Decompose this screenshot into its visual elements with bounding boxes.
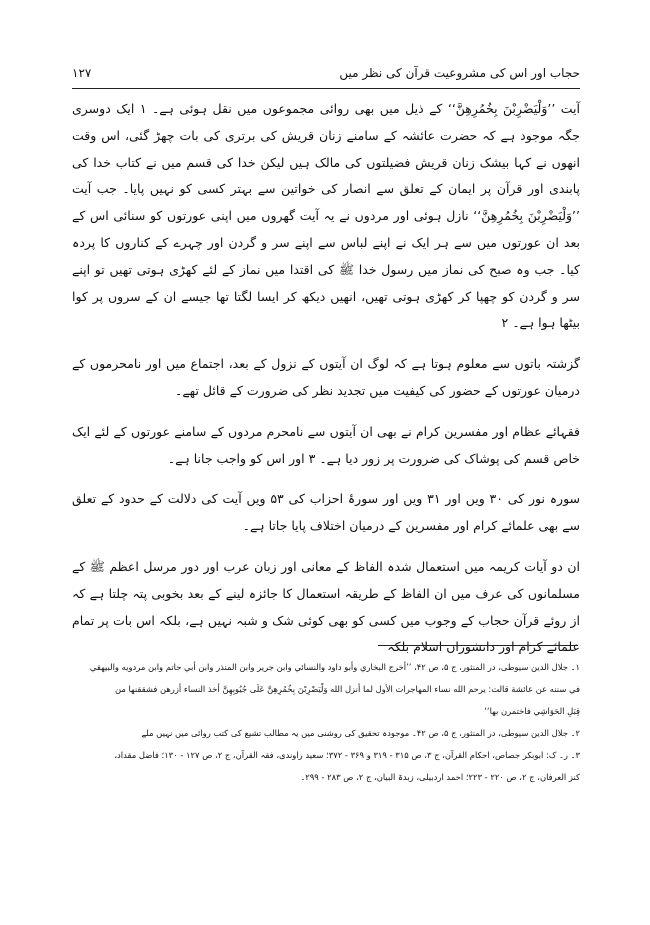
running-header [72,62,580,84]
footnote-line: ۳۔ ر۔ ک: ابوبکر جصاص، احکام القرآن، ج ۳، ص ۳۱۵ - ۳۱۹ و ۳۶۹ - ۳۷۲؛ سعید راوندی، فقہ القرآن، ج ۲، ص ۱۲۷ - ۱۳۰؛ فاضل مقداد، [114,750,580,760]
footnote-line: قِبَلِ الحَوَاشِي فاختمرن بها‘‘ [484,706,580,716]
footnote-line: في سننه عن عائشة قالت: يرحم الله نساء المهاجرات الأول لما أنزل الله وَلْيَضْرِبْنَ بِخُمُرِهِنَّ عَلَى جُيُوبِهِنَّ أخذ النساء أزرهن فشققنها من [114,684,580,694]
footnote-line: ۱۔ جلال الدین سیوطی، در المنثور، ج ۵، ص ۴۲، ’’أخرج البخاري وأبو داود والنسائي وابن جرير وابن المنذر وابن أبي حاتم وابن مردويه والبيهقي [89,662,580,672]
header-rule [72,88,580,89]
footnote-separator [378,645,578,646]
footnote-line: کنز العرفان، ج ۲، ص ۲۲۰ - ۲۲۳؛ احمد اردبیلی، زبدۃ البیان، ج ۲، ص ۲۸۳ - ۲۹۹۔ [300,772,580,782]
body-text [72,96,580,675]
running-title: حجاب اور اس کی مشروعیت قرآن کی نظر میں [339,66,580,80]
footnotes [72,656,580,788]
paragraph-2: گزشتہ باتوں سے معلوم ہوتا ہے کہ لوگ ان آیتوں کے نزول کے بعد، اجتماع میں اور نامحرموں کے درمیان عورتوں کے حضور کی کیفیت میں تجدید نظر کی ضرورت کے قائل تھے۔ [72,356,580,398]
paragraph-1: آیت ’’وَلْيَضْرِبْنَ بِخُمُرِهِنَّ‘‘ کے ذیل میں بھی روائی مجموعوں میں نقل ہوئی ہے۔ ۱ ایک دوسری جگہ موجود ہے کہ حضرت عائشہ کے سامنے زنان قریش کی برتری کی بات چھڑ گئی، اس وقت انھوں نے کہا بیشک زنان قریش فضیلتوں کی مالک ہیں لیکن خدا کی قسم میں نے کتاب خدا کی پابندی اور قرآن پر ایمان کے تعلق سے انصار کی خواتین سے بہتر کسی کو نہیں پایا۔ جب آیت ’’وَلْيَضْرِبْنَ بِخُمُرِهِنَّ‘‘ نازل ہوئی اور مردوں نے یہ آیت گھروں میں اپنی عورتوں کو سنائی اس کے بعد ان عورتوں میں سے ہر ایک نے اپنے لباس سے اپنے سر و گردن اور چہرے کے کناروں کا پردہ کیا۔ جب وہ صبح کی نماز میں رسول خدا ﷺ کی اقتدا میں نماز کے لئے کھڑی ہوتی تھیں تو اپنے سر و گردن کو چھپا کر کھڑی ہوتی تھیں، انھیں دیکھ کر ایسا لگتا تھا جیسے ان کے سروں پر کوا بیٹھا ہوا ہے۔ ۲ [72,101,580,331]
paragraph-4: سورہ نور کی ۳۰ ویں اور ۳۱ ویں اور سورۂ احزاب کی ۵۳ ویں آیت کی دلالت کے حدود کے تعلق سے بھی علمائے کرام اور مفسرین کے درمیان اختلاف پایا جاتا ہے۔ [72,491,581,534]
paragraph-3: فقہائے عظام اور مفسرین کرام نے بھی ان آیتوں سے نامحرم مردوں کے سامنے عورتوں کے لئے ایک خاص قسم کی پوشاک کی ضرورت پر زور دیا ہے۔ ۳ اور اس کو واجب جانا ہے۔ [72,423,580,466]
paragraph-5: ان دو آیات کریمہ میں استعمال شدہ الفاظ کے معانی اور زبان عرب اور دور مرسل اعظم ﷺ کے مسلمانوں کی عرف میں ان الفاظ کے طریقہ استعمال کا جائزہ لینے کے بعد بخوبی پتہ چلتا ہے کہ از روئے قرآن حجاب کے وجوب میں کسی کو بھی کوئی شک و شبہ نہیں ہے، بلکہ اس بات پر تمام علمائے کرام اور دانشوران اسلام بلکہ [72,558,580,655]
page-number: ۱۲۷ [72,66,92,80]
footnote-line: ۲۔ جلال الدین سیوطی، در المنثور، ج ۵، ص ۴۲۔ موجودہ تحقیق کی روشنی میں یہ مطالب تشیع کی کتب روائی میں نہیں ملے [141,728,580,738]
